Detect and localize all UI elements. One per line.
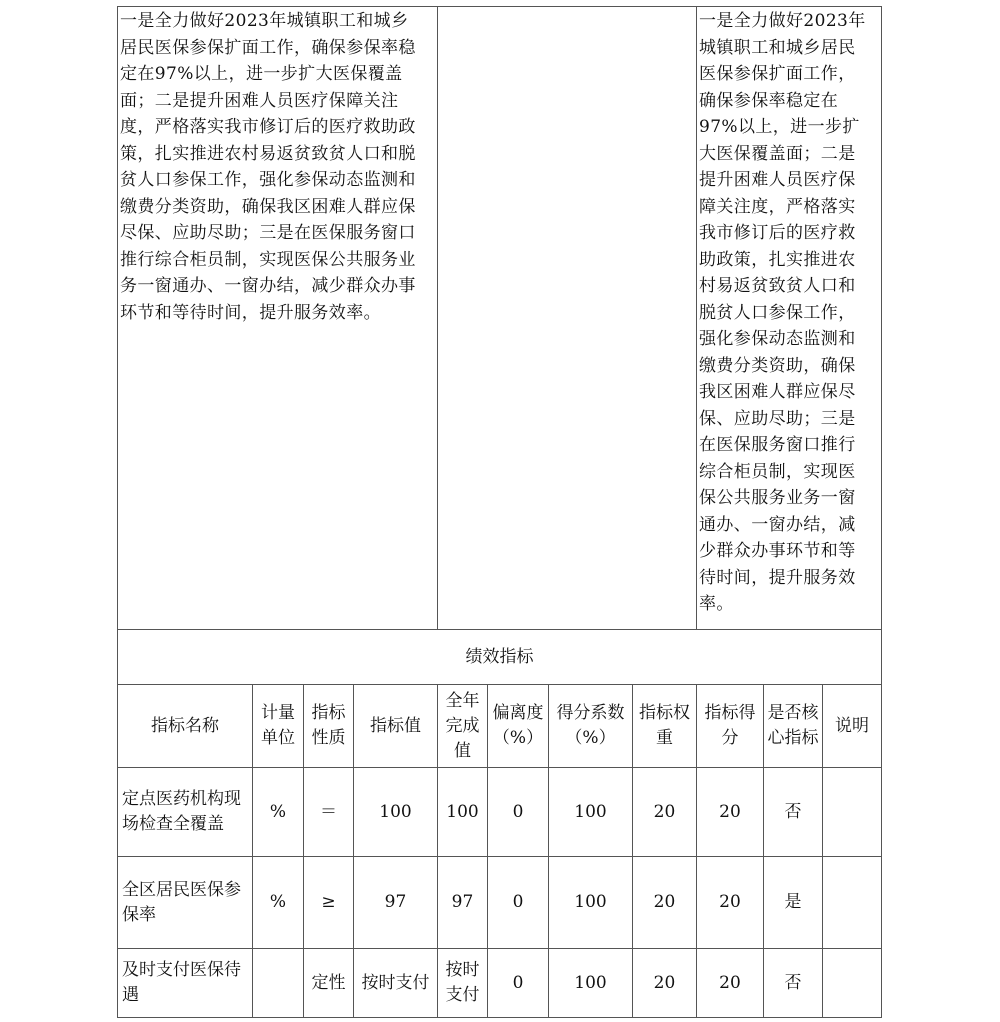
table-border-right: [881, 6, 882, 1018]
row-cell: 97: [384, 892, 407, 912]
upper-right-text: 一是全力做好2023年 城镇职工和城乡居民 医保参保扩面工作， 确保参保率稳定在 97%以上，进一步扩 大医保覆盖面；二是 提升困难人员医疗保 障关注度，严格落实 我市修订后的医疗救 助政策，扎实推进农 村易返贫致贫人口和 脱贫人口参保工作， 强化参保动态监测和 缴费分类资助，确保 我区困难人群应保尽 保、应助尽助；三是 在医保服务窗口推行 综合柜员制，实现医 保公共服务业务一窗 通办、一窗办结，减 少群众办事环节和等 待时间，提升服务效 率。: [699, 11, 866, 614]
row-cell: [823, 768, 881, 856]
header-cell: 指标得 分: [704, 703, 756, 748]
header-cell: 说明: [835, 715, 869, 736]
row-cell: %: [269, 892, 287, 912]
upper-left-text: 一是全力做好2023年城镇职工和城乡 居民医保参保扩面工作，确保参保率稳 定在97%以上，进一步扩大医保覆盖 面；二是提升困难人员医疗保障关注 度，严格落实我市修订后的医疗救助政 策，扎实推进农村易返贫致贫人口和脱 贫人口参保工作，强化参保动态监测和 缴费分类资助，确保我区困难人群应保 尽保、应助尽助；三是在医保服务窗口 推行综合柜员制，实现医保公共服务业 务一窗通办、一窗办结，减少群众办事 环节和等待时间，提升服务效率。: [120, 11, 416, 323]
header-cell: 全年 完成 值: [445, 690, 480, 761]
row-cell: [253, 949, 303, 1017]
row-cell: 100: [574, 892, 607, 912]
row-cell: 0: [512, 801, 524, 822]
row-cell: [823, 857, 881, 948]
header-cell: 是否核 心指标: [767, 703, 819, 748]
upper-divider-1: [437, 6, 438, 629]
header-cell: 偏离度 （%）: [492, 703, 544, 748]
header-cell: 指标名称: [151, 715, 219, 736]
row-cell: 0: [512, 972, 524, 993]
row-cell: [823, 949, 881, 1017]
header-cell: 计量 单位: [261, 703, 295, 748]
header-cell: 指标 性质: [311, 703, 346, 748]
row-cell: ＝: [320, 801, 337, 822]
row-cell: 0: [512, 892, 524, 912]
row-cell-name: 及时支付医保待 遇: [122, 960, 241, 1005]
row-cell: 20: [719, 892, 741, 912]
upper-divider-2: [696, 6, 697, 629]
row-cell: 按时支付: [361, 972, 430, 993]
row-cell: 20: [719, 801, 741, 822]
row-cell: 20: [653, 972, 676, 993]
row-cell: 20: [653, 801, 676, 822]
row-cell: 是: [784, 892, 802, 912]
table-border-top: [117, 6, 882, 7]
row-cell-name: 全区居民医保参 保率: [122, 879, 241, 925]
row-cell: 97: [451, 892, 474, 912]
row-cell: 100: [574, 801, 607, 822]
row-cell: 否: [784, 972, 802, 993]
section-title: 绩效指标: [465, 646, 534, 667]
row-cell: 20: [719, 972, 741, 993]
table-border-bottom: [117, 1017, 882, 1018]
header-cell: 得分系数 （%）: [556, 703, 625, 748]
row-cell: 定性: [311, 972, 346, 993]
row-cell: ≥: [321, 892, 336, 912]
row-cell: 100: [574, 972, 607, 993]
row-cell-name: 定点医药机构现 场检查全覆盖: [122, 789, 241, 834]
header-cell: 指标值: [370, 715, 421, 736]
header-cell: 指标权 重: [639, 703, 690, 748]
row-cell: 20: [653, 892, 676, 912]
row-cell: 否: [784, 801, 802, 822]
row-cell: %: [269, 801, 287, 822]
row-cell: 100: [446, 801, 479, 822]
row-cell: 100: [379, 801, 412, 822]
row-cell: 按时 支付: [445, 960, 480, 1005]
